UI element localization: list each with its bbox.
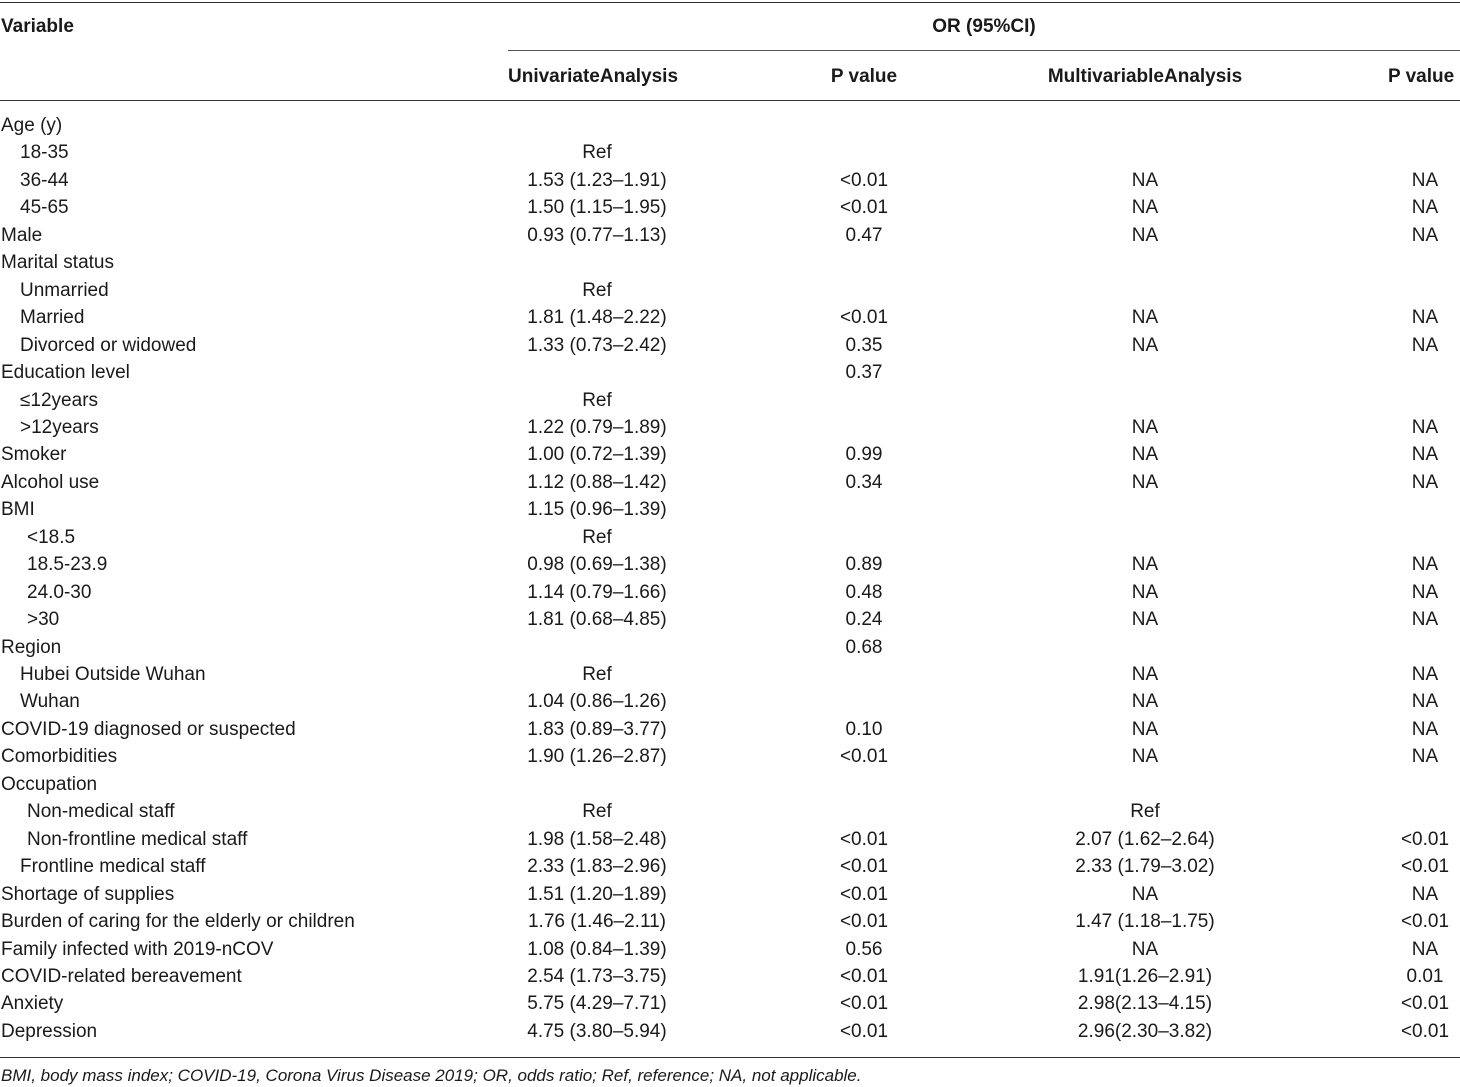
univariate-p-cell: 0.37	[845, 362, 883, 383]
header-p-value-2: P value	[1388, 66, 1455, 87]
header-p-value-1: P value	[830, 66, 898, 87]
multivariable-p-cell: NA	[1411, 884, 1439, 905]
multivariable-p-cell: NA	[1411, 939, 1439, 960]
multivariable-or-cell: NA	[1131, 307, 1159, 328]
univariate-or-cell: 1.83 (0.89–3.77)	[527, 719, 667, 740]
multivariable-or-cell: 2.33 (1.79–3.02)	[1075, 856, 1215, 877]
univariate-p-cell: <0.01	[839, 911, 889, 932]
variable-label: Unmarried	[20, 280, 109, 301]
univariate-or-cell: 1.81 (0.68–4.85)	[527, 609, 667, 630]
multivariable-p-cell: NA	[1411, 691, 1439, 712]
variable-label: Male	[1, 225, 43, 246]
multivariable-or-cell: NA	[1131, 197, 1159, 218]
univariate-or-cell: Ref	[582, 280, 612, 301]
univariate-or-cell: Ref	[582, 142, 612, 163]
multivariable-or-cell: NA	[1131, 335, 1159, 356]
multivariable-p-cell: NA	[1411, 609, 1439, 630]
univariate-or-cell: 1.04 (0.86–1.26)	[527, 691, 667, 712]
variable-label: Smoker	[1, 444, 67, 465]
univariate-or-cell: 1.98 (1.58–2.48)	[527, 829, 667, 850]
univariate-p-cell: <0.01	[839, 829, 889, 850]
variable-label: Region	[1, 637, 62, 658]
univariate-p-cell: 0.24	[845, 609, 883, 630]
variable-label: 18-35	[20, 142, 69, 163]
variable-label: 36-44	[20, 170, 69, 191]
multivariable-p-cell: NA	[1411, 197, 1439, 218]
variable-label: 45-65	[20, 197, 69, 218]
univariate-or-cell: 1.76 (1.46–2.11)	[527, 911, 667, 932]
univariate-or-cell: 2.54 (1.73–3.75)	[527, 966, 667, 987]
univariate-p-cell: 0.89	[845, 554, 883, 575]
multivariable-p-cell: <0.01	[1400, 856, 1450, 877]
multivariable-p-cell: NA	[1411, 719, 1439, 740]
variable-label: Hubei Outside Wuhan	[20, 664, 206, 685]
univariate-or-cell: Ref	[582, 390, 612, 411]
univariate-or-cell: 1.53 (1.23–1.91)	[527, 170, 667, 191]
multivariable-p-cell: <0.01	[1400, 1021, 1450, 1042]
variable-label: Education level	[1, 362, 130, 383]
multivariable-or-cell: NA	[1131, 691, 1159, 712]
multivariable-or-cell: NA	[1131, 939, 1159, 960]
multivariable-or-cell: NA	[1131, 225, 1159, 246]
univariate-p-cell: 0.10	[845, 719, 883, 740]
univariate-or-cell: 1.15 (0.96–1.39)	[527, 499, 667, 520]
variable-label: COVID-19 diagnosed or suspected	[1, 719, 296, 740]
multivariable-p-cell: NA	[1411, 417, 1439, 438]
univariate-p-cell: <0.01	[839, 966, 889, 987]
univariate-p-cell: 0.48	[845, 582, 883, 603]
multivariable-or-cell: NA	[1131, 884, 1159, 905]
multivariable-p-cell: NA	[1411, 582, 1439, 603]
variable-label: BMI	[1, 499, 35, 520]
univariate-or-cell: Ref	[582, 527, 612, 548]
univariate-or-cell: 1.08 (0.84–1.39)	[527, 939, 667, 960]
univariate-or-cell: 0.98 (0.69–1.38)	[527, 554, 667, 575]
multivariable-or-cell: 1.47 (1.18–1.75)	[1075, 911, 1215, 932]
multivariable-p-cell: NA	[1411, 664, 1439, 685]
multivariable-p-cell: NA	[1411, 554, 1439, 575]
univariate-p-cell: <0.01	[839, 856, 889, 877]
variable-label: Non-medical staff	[27, 801, 175, 822]
variable-label: Occupation	[1, 774, 98, 795]
variable-label: >30	[27, 609, 60, 630]
univariate-p-cell: <0.01	[839, 170, 889, 191]
univariate-p-cell: 0.34	[845, 472, 883, 493]
multivariable-or-cell: NA	[1131, 444, 1159, 465]
variable-label: Age (y)	[1, 115, 63, 136]
univariate-p-cell: 0.56	[845, 939, 883, 960]
multivariable-or-cell: NA	[1131, 472, 1159, 493]
multivariable-p-cell: NA	[1411, 746, 1439, 767]
variable-label: Divorced or widowed	[20, 335, 197, 356]
multivariable-or-cell: NA	[1131, 719, 1159, 740]
univariate-or-cell: 2.33 (1.83–2.96)	[527, 856, 667, 877]
header-group-rule	[508, 50, 1460, 51]
multivariable-p-cell: <0.01	[1400, 829, 1450, 850]
multivariable-p-cell: NA	[1411, 225, 1439, 246]
variable-label: Alcohol use	[1, 472, 100, 493]
multivariable-or-cell: 1.91(1.26–2.91)	[1077, 966, 1213, 987]
univariate-p-cell: <0.01	[839, 746, 889, 767]
variable-label: <18.5	[27, 527, 76, 548]
variable-label: Burden of caring for the elderly or children	[1, 911, 355, 932]
univariate-p-cell: <0.01	[839, 307, 889, 328]
univariate-p-cell: 0.68	[845, 637, 883, 658]
variable-label: Comorbidities	[1, 746, 118, 767]
univariate-or-cell: 1.51 (1.20–1.89)	[527, 884, 667, 905]
variable-label: 24.0-30	[27, 582, 92, 603]
multivariable-p-cell: NA	[1411, 472, 1439, 493]
univariate-or-cell: 1.22 (0.79–1.89)	[527, 417, 667, 438]
variable-label: Wuhan	[20, 691, 80, 712]
header-variable: Variable	[1, 16, 74, 37]
univariate-p-cell: 0.47	[845, 225, 883, 246]
multivariable-or-cell: NA	[1131, 417, 1159, 438]
univariate-or-cell: 5.75 (4.29–7.71)	[527, 993, 667, 1014]
univariate-p-cell: 0.99	[845, 444, 883, 465]
variable-label: Non-frontline medical staff	[27, 829, 248, 850]
multivariable-p-cell: NA	[1411, 307, 1439, 328]
variable-label: COVID-related bereavement	[1, 966, 242, 987]
multivariable-or-cell: NA	[1131, 746, 1159, 767]
variable-label: Marital status	[1, 252, 114, 273]
univariate-p-cell: 0.35	[845, 335, 883, 356]
variable-label: Anxiety	[1, 993, 64, 1014]
univariate-or-cell: 1.90 (1.26–2.87)	[527, 746, 667, 767]
variable-label: Married	[20, 307, 85, 328]
univariate-or-cell: Ref	[582, 664, 612, 685]
variable-label: >12years	[20, 417, 99, 438]
univariate-or-cell: 1.12 (0.88–1.42)	[527, 472, 667, 493]
multivariable-or-cell: NA	[1131, 170, 1159, 191]
univariate-or-cell: 1.33 (0.73–2.42)	[527, 335, 667, 356]
variable-label: Frontline medical staff	[20, 856, 206, 877]
multivariable-p-cell: NA	[1411, 170, 1439, 191]
multivariable-p-cell: NA	[1411, 335, 1439, 356]
multivariable-p-cell: NA	[1411, 444, 1439, 465]
variable-label: Depression	[1, 1021, 98, 1042]
variable-label: Shortage of supplies	[1, 884, 175, 905]
variable-label: Family infected with 2019-nCOV	[1, 939, 274, 960]
univariate-or-cell: 4.75 (3.80–5.94)	[527, 1021, 667, 1042]
univariate-or-cell: 0.93 (0.77–1.13)	[527, 225, 667, 246]
univariate-p-cell: <0.01	[839, 993, 889, 1014]
univariate-or-cell: Ref	[582, 801, 612, 822]
variable-label: 18.5-23.9	[27, 554, 108, 575]
univariate-or-cell: 1.14 (0.79–1.66)	[527, 582, 667, 603]
multivariable-p-cell: <0.01	[1400, 993, 1450, 1014]
univariate-or-cell: 1.81 (1.48–2.22)	[527, 307, 667, 328]
multivariable-p-cell: <0.01	[1400, 911, 1450, 932]
table-footnote: BMI, body mass index; COVID-19, Corona Virus Disease 2019; OR, odds ratio; Ref, reference; NA, not applicable.	[1, 1066, 862, 1085]
multivariable-or-cell: NA	[1131, 582, 1159, 603]
header-or-group: OR (95%CI)	[932, 16, 1036, 37]
univariate-or-cell: 1.50 (1.15–1.95)	[527, 197, 667, 218]
univariate-p-cell: <0.01	[839, 884, 889, 905]
table-bottom-rule	[0, 1057, 1460, 1058]
header-univariate: UnivariateAnalysis	[508, 66, 679, 87]
header-multivariable: MultivariableAnalysis	[1047, 66, 1243, 87]
table-top-rule	[0, 2, 1460, 3]
header-bottom-rule	[0, 100, 1460, 101]
multivariable-or-cell: NA	[1131, 554, 1159, 575]
univariate-p-cell: <0.01	[839, 1021, 889, 1042]
univariate-or-cell: 1.00 (0.72–1.39)	[527, 444, 667, 465]
multivariable-or-cell: 2.96(2.30–3.82)	[1077, 1021, 1213, 1042]
univariate-p-cell: <0.01	[839, 197, 889, 218]
multivariable-or-cell: NA	[1131, 609, 1159, 630]
multivariable-or-cell: Ref	[1130, 801, 1160, 822]
multivariable-p-cell: 0.01	[1406, 966, 1444, 987]
multivariable-or-cell: 2.98(2.13–4.15)	[1077, 993, 1213, 1014]
multivariable-or-cell: NA	[1131, 664, 1159, 685]
variable-label: ≤12years	[20, 390, 99, 411]
multivariable-or-cell: 2.07 (1.62–2.64)	[1075, 829, 1215, 850]
